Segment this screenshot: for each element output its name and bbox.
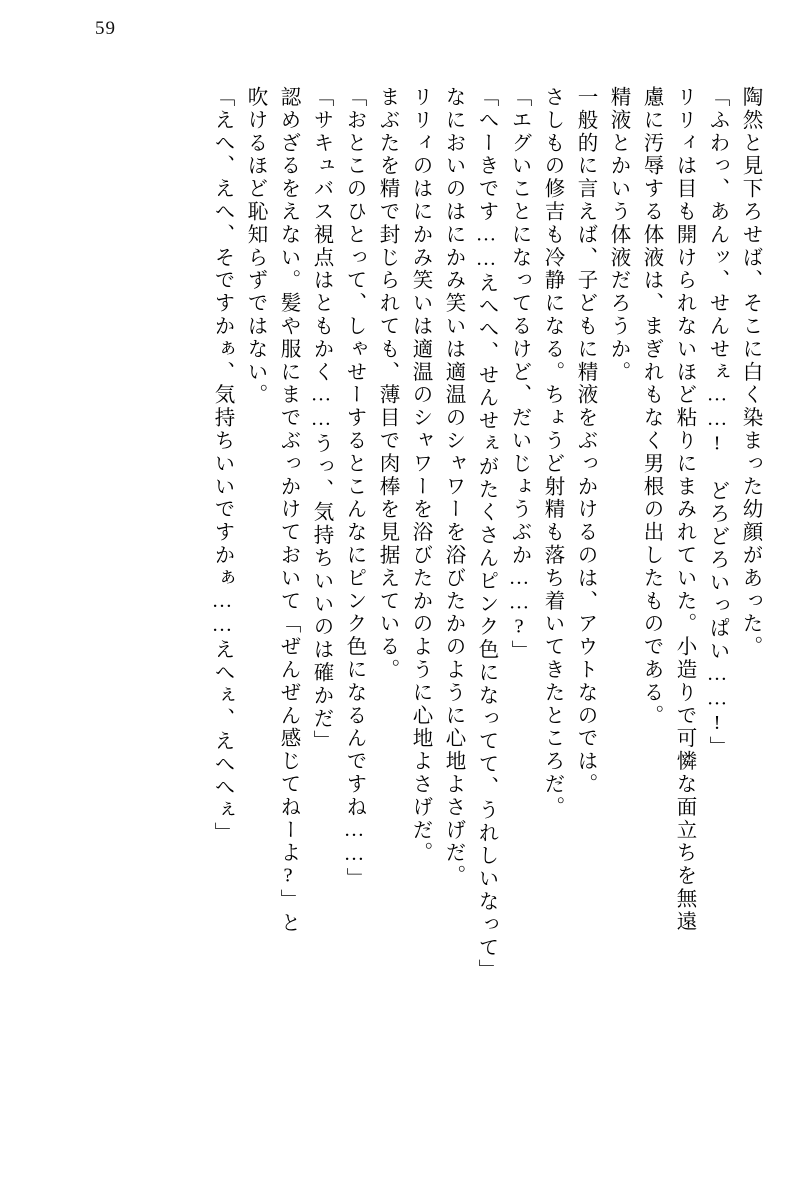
text-line: 慮に汚辱する体液は、まぎれもなく男根の出したものである。 [640, 86, 662, 728]
text-line: リリィは目も開けられないほど粘りにまみれていた。小造りで可憐な面立ちを無遠 [673, 86, 695, 934]
text-line: 精液とかいう体液だろうか。 [607, 86, 629, 384]
text-line: 一般的に言えば、子どもに精液をぶっかけるのは、アウトなのでは。 [574, 86, 596, 796]
text-line: 「えへ、えへ、そですかぁ、気持ちいいですかぁ……えへぇ、えへへぇ」 [211, 86, 233, 845]
text-line: 吹けるほど恥知らずではない。 [244, 86, 266, 407]
text-line: なにおいのはにかみ笑いは適温のシャワーを浴びたかのように心地よさげだ。 [442, 86, 464, 888]
text-line: 「サキュバス視点はともかく……うっ、気持ちいいのは確かだ」 [310, 86, 332, 754]
text-line: 「へーきです……えへへ、せんせぇがたくさんピンク色になってて、うれしいなって」 [475, 86, 497, 983]
text-line: 「エグいことになってるけど、だいじょうぶか……?」 [508, 86, 530, 663]
page-number: 59 [95, 18, 116, 39]
text-line: 認めざるをえない。髪や服にまでぶっかけておいて「ぜんぜん感じてねーよ?」と [277, 86, 299, 935]
text-line: 陶然と見下ろせば、そこに白く染まった幼顔があった。 [739, 86, 761, 659]
text-line: 「おとこのひとって、しゃせーするとこんなにピンク色になるんですね……」 [343, 86, 365, 891]
text-line: 「ふわっ、あんッ、せんせぇ……! どろどろいっぱい……!」 [706, 86, 728, 760]
text-line: さしもの修吉も冷静になる。ちょうど射精も落ち着いてきたところだ。 [541, 86, 563, 819]
text-line: まぶたを精で封じられても、薄目で肉棒を見据えている。 [376, 86, 398, 682]
vertical-text-body [40, 86, 760, 1146]
text-line: リリィのはにかみ笑いは適温のシャワーを浴びたかのように心地よさげだ。 [409, 86, 431, 865]
